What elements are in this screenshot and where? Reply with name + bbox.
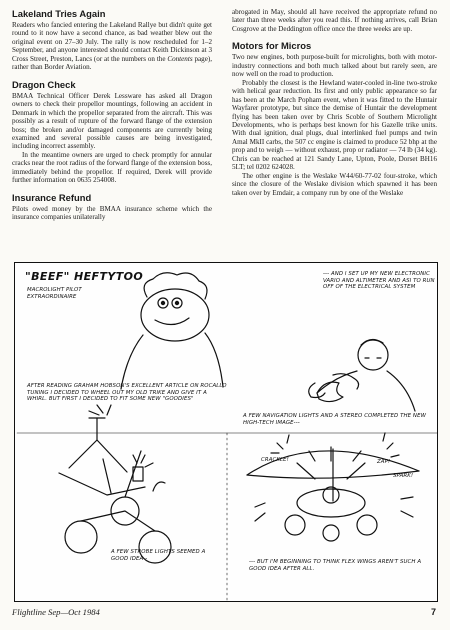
cartoon-title: "BEEF" HEFTYTOO bbox=[25, 270, 144, 283]
beef-head-figure bbox=[121, 273, 223, 389]
cartoon-sfx-crackle: CRACKLE! bbox=[261, 457, 289, 463]
insurance-heading: Insurance Refund bbox=[12, 191, 92, 203]
publication-footer: Flightline Sep—Oct 1984 bbox=[12, 607, 100, 617]
cartoon-caption-1: AFTER READING GRAHAM HOBSON'S EXCELLENT ARTICLE ON ROCALLO TUNING I DECIDED TO WHEEL OUT MY OLD TRIKE AND GIVE IT A WHIRL. BUT FIRST I DECIDED TO FIT SOME NEW "GOODIES" bbox=[27, 383, 227, 403]
cartoon-caption-4: A FEW STROBE LIGHTS SEEMED A GOOD IDEA-- bbox=[111, 549, 206, 562]
motors-para-1: Two new engines, both purpose-built for microlights, both with motor-industry connections and both much talked about but rarely seen, are now well on the road to production. bbox=[232, 53, 437, 79]
dragon-para-1: BMAA Technical Officer Derek Lessware has asked all Dragon owners to check their propellor mountings, following an accident in Denmark in which the propellor separated from the aircraft. This was possibly as a result of rupture of the forward flange of the extension boss; the broken and/or damaged components are currently being examined and several possible causes are being investigated, including incorrect assembly. bbox=[12, 91, 212, 151]
dragon-heading: Dragon Check bbox=[12, 78, 76, 90]
cartoon-sfx-zap: ZAP! bbox=[377, 459, 391, 465]
cartoon-sfx-spark: SPARK! bbox=[393, 473, 414, 479]
insurance-section bbox=[12, 192, 212, 222]
lakeland-body bbox=[12, 21, 212, 72]
insurance-continued-body: abrogated in May, should all have received the appropriate refund no later than three weeks after you read this. If nothing arrives, call Brian Cosgrove at the Deddington office once the three weeks are up. bbox=[232, 8, 437, 33]
lakeland-body-post: page), rather than Border Aviation. bbox=[12, 54, 212, 72]
cartoon-subtitle: MACROLIGHT PILOT EXTRAORDINAIRE bbox=[27, 287, 82, 300]
right-column bbox=[232, 8, 437, 204]
cartoon-drawing bbox=[15, 263, 438, 602]
cartoon-caption-2: --- AND I SET UP MY NEW ELECTRONIC VARIO AND ALTIMETER AND ASI TO RUN OFF OF THE ELECTRICAL SYSTEM bbox=[323, 271, 435, 291]
insurance-continued bbox=[232, 8, 437, 33]
motors-para-2: Probably the closest is the Hewland water-cooled in-line two-stroke with helical gear reduction. Its first and only public appearance so far has been at the March Popham event, when it was fitted to the Huntair Wayfarer prototype, but since the demise of Huntair the development flying has been taken over by Chris Scoble of Southern Microlight Developments, who is perhaps best known for his Gazelle trike units. With dual ignition, dual plugs, dual interlinked fuel pumps and twin Amal MkII carbs, the 507 cc engine is claimed to produce 52 bhp at the prop and to weigh — without exhaust, prop or radiator — 74 lb (34 kg). Chris can be reached at 121 Sandy Lane, Upton, Poole, Dorset BH16 5LT; tel 0202 624028. bbox=[232, 78, 437, 172]
motors-para-3: The other engine is the Weslake W44/60-77-02 four-stroke, which since the closure of the Weslake division which spawned it has been taken over by Emdair, a company run by one of the Weslake bbox=[232, 171, 437, 197]
contents-italic: Contents bbox=[167, 54, 193, 63]
motors-heading: Motors for Micros bbox=[232, 40, 312, 52]
lakeland-heading: Lakeland Tries Again bbox=[12, 8, 106, 19]
cartoon-panel bbox=[14, 262, 438, 602]
flexwing-trike-figure bbox=[247, 433, 419, 541]
page-number: 7 bbox=[430, 607, 436, 617]
page-footer bbox=[12, 607, 436, 623]
trike-figure bbox=[59, 405, 171, 563]
lakeland-body-pre: Readers who fancied entering the Lakeland Rallye but didn't quite get round to it now have a second chance, as bad weather blew out the original event on 27–30 July. The rally is now rescheduled for 1–2 September, and anyone interested should contact Keith Dickinson at 3 Cross Street, Preston, Lancs (or at the numbers on the bbox=[12, 21, 212, 63]
motors-section bbox=[232, 40, 437, 197]
lakeland-section bbox=[12, 8, 212, 72]
insurance-body: Pilots owed money by the BMAA insurance scheme which the insurance companies unilaterally bbox=[12, 204, 212, 222]
cartoon-caption-5: --- BUT I'M BEGINNING TO THINK FLEX WINGS AREN'T SUCH A GOOD IDEA AFTER ALL. bbox=[249, 559, 422, 572]
cartoon-caption-3: A FEW NAVIGATION LIGHTS AND A STEREO COMPLETED THE NEW HIGH-TECH IMAGE--- bbox=[243, 413, 427, 426]
pilot-wiring-figure bbox=[309, 339, 415, 411]
left-column bbox=[12, 8, 212, 229]
dragon-para-2: In the meantime owners are urged to check promptly for annular cracks near the root radius of the forward flange of the extension boss, immediately behind the propellor. If required, Derek will provide further information on 0635 254008. bbox=[12, 150, 212, 185]
dragon-section bbox=[12, 79, 212, 185]
